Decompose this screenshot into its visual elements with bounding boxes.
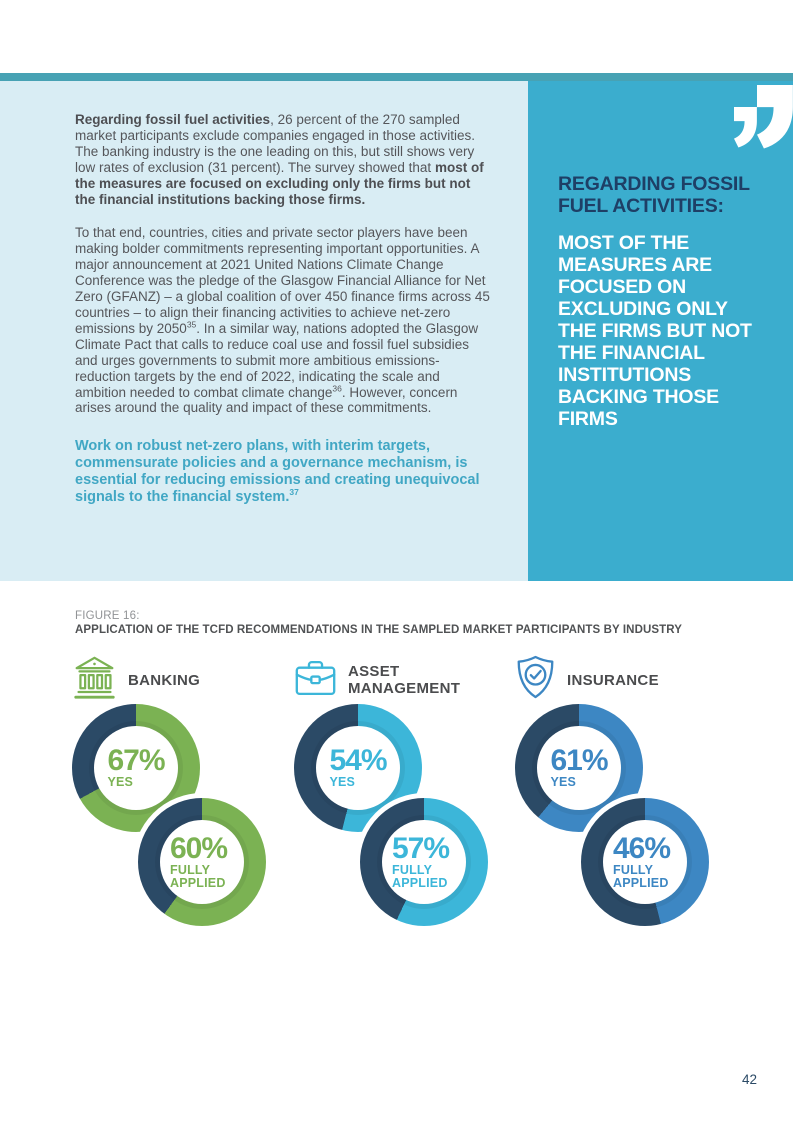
industry-label: INSURANCE bbox=[567, 671, 659, 689]
donut-value-block bbox=[170, 831, 234, 891]
donut-label: FULLY APPLIED bbox=[613, 862, 669, 890]
footnote-37: 37 bbox=[289, 487, 299, 498]
donut-center bbox=[537, 726, 621, 810]
footnote-35: 35 bbox=[186, 319, 197, 330]
quotation-mark-icon bbox=[729, 83, 793, 161]
donut-center bbox=[160, 820, 244, 904]
donut-percentage: 67% bbox=[107, 744, 165, 778]
donut-value-block bbox=[613, 831, 677, 891]
donut-center bbox=[603, 820, 687, 904]
donut-value-block bbox=[107, 746, 164, 790]
page-number: 42 bbox=[741, 1072, 757, 1087]
donut-percentage: 46% bbox=[613, 831, 671, 865]
paragraph-commitments bbox=[75, 225, 490, 416]
footnote-36: 36 bbox=[332, 383, 342, 393]
figure-label: FIGURE 16: bbox=[75, 610, 140, 622]
top-accent-bar bbox=[0, 73, 793, 81]
body-text-panel bbox=[0, 81, 528, 581]
paragraph-text: . However, concern arises around the quality and impact of these commitments. bbox=[75, 384, 458, 416]
donut-label: FULLY APPLIED bbox=[170, 862, 226, 890]
donut-label: YES bbox=[550, 775, 577, 790]
bold-tail: most of the measures are focused on excluding only the firms but not the financial institutions backing those firms. bbox=[75, 159, 484, 207]
figure-16-donut-charts bbox=[72, 656, 752, 946]
industry-group-asset-management bbox=[294, 656, 514, 946]
industry-header-asset-management bbox=[294, 656, 514, 704]
donut-center bbox=[382, 820, 466, 904]
donut-percentage: 57% bbox=[392, 831, 450, 865]
paragraph-fossil-fuel-exclusion bbox=[75, 112, 490, 207]
industry-label: ASSET MANAGEMENT bbox=[348, 663, 461, 697]
donut-value-block bbox=[392, 831, 456, 891]
paragraph-text: To that end, countries, cities and private sector players have been making bolder commitments representing important opportunities. A major announcement at 2021 United Nations Climate Change Conference was the pledge of the Glasgow Financial Alliance for Net Zero (GFANZ) – a global coalition of over 450 finance firms across 45 countries – to align their financing activities to achieve net-zero emissions by 2050 bbox=[75, 225, 490, 336]
industry-group-insurance bbox=[515, 656, 735, 946]
donut-percentage: 54% bbox=[329, 744, 387, 778]
callout-text: Work on robust net-zero plans, with interim targets, commensurate policies and a governance mechanism, is essential for reducing emissions and creating unequivocal signals to the financial system. bbox=[75, 438, 480, 506]
industry-header-insurance bbox=[515, 656, 735, 704]
donut-center bbox=[94, 726, 178, 810]
briefcase-icon bbox=[294, 658, 337, 703]
pullquote-heading: REGARDING FOSSIL FUEL ACTIVITIES: bbox=[558, 173, 750, 217]
industry-group-banking bbox=[72, 656, 292, 946]
pullquote-sidebar bbox=[528, 81, 793, 581]
shield-check-icon bbox=[515, 654, 556, 706]
donut-label: YES bbox=[329, 775, 356, 790]
donut-percentage: 61% bbox=[550, 744, 608, 778]
bold-lead: Regarding fossil fuel activities bbox=[75, 112, 271, 127]
donut-value-block bbox=[329, 746, 386, 790]
paragraph-text: , 26 percent of the 270 sampled market participants exclude companies engaged in those activities. The banking industry is the one leading on this, but still shows very low rates of exclusion (31 percent). The survey showed that bbox=[75, 112, 475, 175]
paragraph-callout-netzero bbox=[75, 438, 490, 506]
donut-percentage: 60% bbox=[170, 831, 228, 865]
donut-insurance-fully-applied bbox=[576, 793, 714, 931]
donut-value-block bbox=[550, 746, 607, 790]
paragraph-text: . In a similar way, nations adopted the Glasgow Climate Pact that calls to reduce coal use and fossil fuel subsidies and urges governments to submit more ambitious emissions-reduction targets by the end of 2022, indicating the scale and ambition needed to combat climate change bbox=[75, 320, 479, 400]
industry-label: BANKING bbox=[128, 671, 201, 689]
donut-label: FULLY APPLIED bbox=[392, 862, 448, 890]
pullquote-body: MOST OF THE MEASURES ARE FOCUSED ON EXCLUDING ONLY THE FIRMS BUT NOT THE FINANCIAL INSTITUTIONS BACKING THOSE FIRMS bbox=[558, 232, 752, 430]
bank-icon bbox=[72, 654, 117, 706]
donut-asset-management-fully-applied bbox=[355, 793, 493, 931]
donut-banking-fully-applied bbox=[133, 793, 271, 931]
industry-header-banking bbox=[72, 656, 292, 704]
figure-title: APPLICATION OF THE TCFD RECOMMENDATIONS IN THE SAMPLED MARKET PARTICIPANTS BY INDUSTRY bbox=[75, 624, 683, 636]
donut-center bbox=[316, 726, 400, 810]
donut-label: YES bbox=[107, 775, 134, 790]
